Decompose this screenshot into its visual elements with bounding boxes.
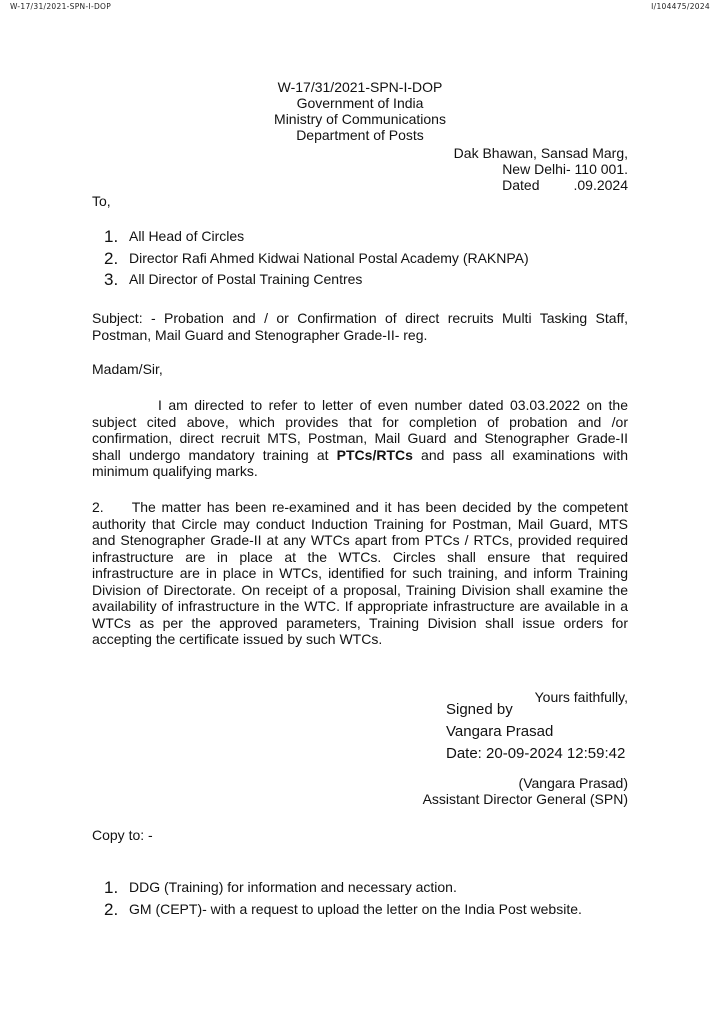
list-number: 3. [104,270,119,289]
dated-label: Dated [502,177,540,193]
corner-file-number: W-17/31/2021-SPN-I-DOP [10,2,112,11]
list-item [104,877,582,899]
address-line-1: Dak Bhawan, Sansad Marg, [453,145,628,161]
signature-date: Date: 20-09-2024 12:59:42 [446,745,626,762]
list-text: Director Rafi Ahmed Kidwai National Postal Academy (RAKNPA) [129,249,529,266]
copy-to-label: Copy to: - [92,827,153,843]
list-number: 1. [104,878,119,897]
list-item [104,269,529,291]
salutation: Madam/Sir, [92,361,163,377]
paragraph-1-bold: PTCs/RTCs [336,446,413,463]
list-text: DDG (Training) for information and necessary action. [129,879,457,895]
to-label: To, [92,193,111,209]
paragraph-1-text-end: and pass all examinations with minimum qualifying marks. [92,446,628,479]
subject: Subject: - Probation and / or Confirmation of direct recruits Multi Tasking Staff, Postman, Mail Guard and Stenographer Grade-II- reg. [92,310,628,343]
signatory-designation: Assistant Director General (SPN) [422,791,628,807]
address-line-2: New Delhi- 110 001. [502,161,628,177]
header-government: Government of India [296,95,424,111]
dated-line [502,177,628,193]
list-text: GM (CEPT)- with a request to upload the letter on the India Post website. [129,900,582,917]
corner-document-id: I/104475/2024 [651,2,710,11]
list-number: 2. [104,248,119,268]
list-text: All Head of Circles [129,228,245,244]
list-number: 2. [104,899,119,919]
copy-list [104,877,582,920]
list-item [104,899,582,921]
list-item [104,226,529,248]
signer-name: Vangara Prasad [446,723,554,740]
list-item [104,248,529,270]
signed-by: Signed by [446,701,513,718]
paragraph-2-number: 2. [92,499,104,515]
paragraph-2 [92,499,628,648]
paragraph-1 [92,397,628,480]
paragraph-2-text: The matter has been re-examined and it has been decided by the competent authority that Circle may conduct Induction Training for Postman, Mail Guard, MTS and Stenographer Grade-II at any WTCs apart from PTCs / RTCs, provided required infrastructure are in place at the WTCs. Circles shall ensure that required infrastructure are in place in WTCs, identified for such training, and inform Training Division of Directorate. On receipt of a proposal, Training Division shall examine the availability of infrastructure in the WTC. If appropriate infrastructure are available in a WTCs as per the approved parameters, Training Division shall issue orders for accepting the certificate issued by such WTCs. [92,499,628,647]
recipient-list [104,226,529,291]
dated-value: .09.2024 [573,177,628,193]
list-text: All Director of Postal Training Centres [129,271,363,287]
digital-signature [446,700,625,764]
paragraph-1-text: I am directed to refer to letter of even number dated 03.03.2022 on the subject cited above, which provides that for completion of probation and /or confirmation, direct recruit MTS, Postman, Mail Guard and Stenographer Grade-II shall undergo mandatory training at [92,397,628,463]
header-file-number: W-17/31/2021-SPN-I-DOP [277,79,443,95]
closing: Yours faithfully, [534,689,628,705]
header-ministry: Ministry of Communications [274,111,446,127]
signatory-name: (Vangara Prasad) [518,775,628,791]
header-department: Department of Posts [296,127,424,143]
list-number: 1. [104,227,119,246]
